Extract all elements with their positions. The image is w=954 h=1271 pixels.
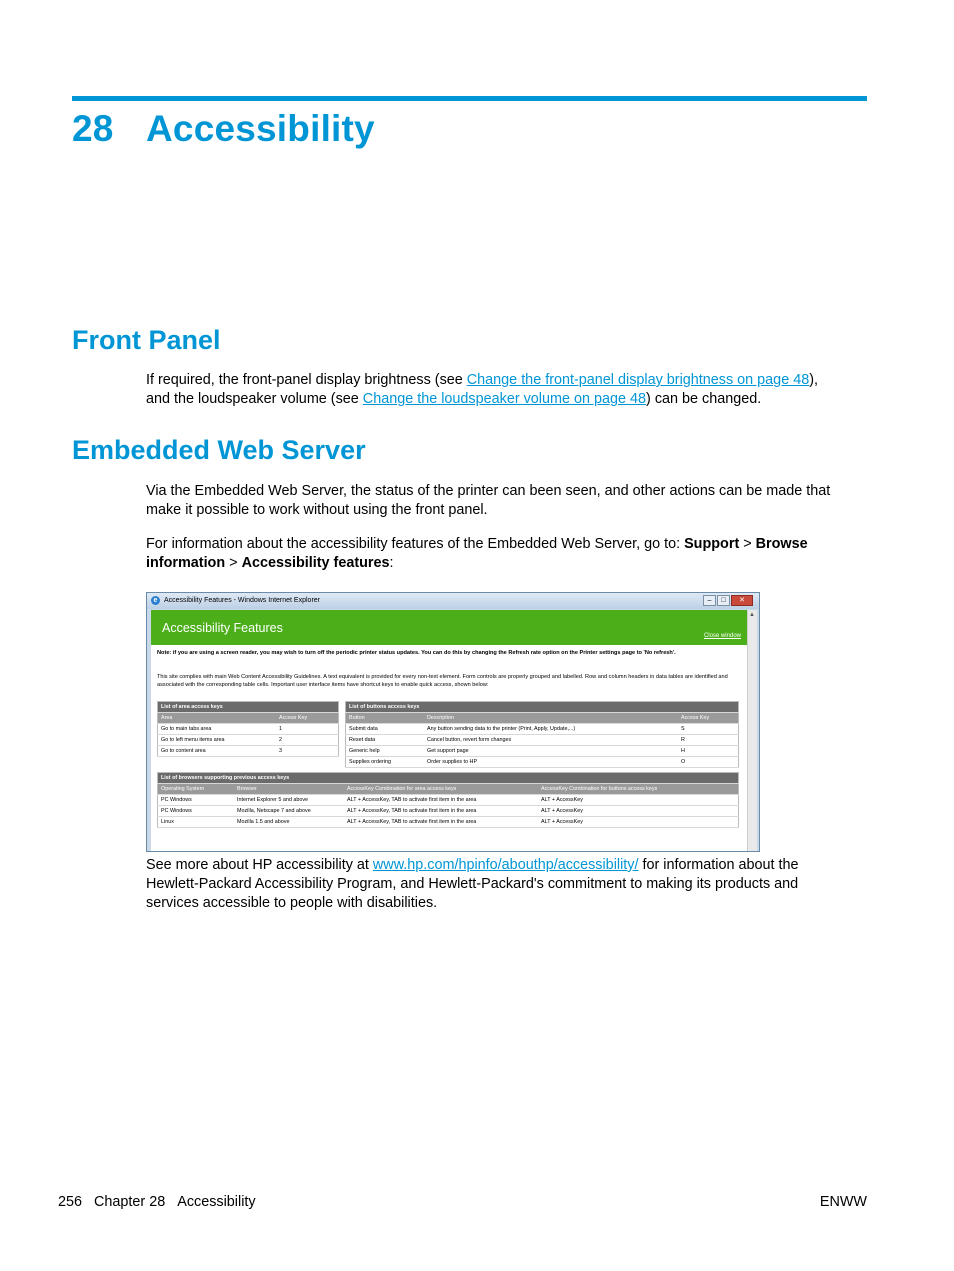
ews-paragraph-1 — [146, 482, 858, 520]
ss-page-heading: Accessibility Features — [162, 621, 283, 635]
ss-buttons-keys-table — [345, 701, 739, 768]
ss-window-title: Accessibility Features - Windows Internet Explorer — [164, 597, 320, 604]
text-run: services accessible to people with disabilities. — [146, 895, 438, 911]
ews-heading: Embedded Web Server — [72, 435, 366, 465]
ss-page-header — [151, 610, 747, 645]
table-row — [158, 806, 739, 817]
ss-browsers-table — [157, 772, 739, 828]
table-row — [346, 735, 739, 746]
maximize-icon: □ — [717, 595, 730, 606]
text-run: ), — [809, 372, 818, 388]
ews-paragraph-2 — [146, 535, 858, 573]
column-header: AccessKey Combination for buttons access keys — [538, 784, 739, 795]
table-cell: Submit data — [346, 724, 425, 735]
hp-accessibility-link[interactable]: www.hp.com/hpinfo/abouthp/accessibility/ — [372, 857, 639, 873]
table-row — [346, 757, 739, 768]
table-cell: Go to main tabs area — [158, 724, 277, 735]
table-cell: PC Windows — [158, 806, 235, 817]
table-caption: List of buttons access keys — [346, 702, 739, 713]
ss-window-controls — [702, 595, 753, 606]
table-cell: Cancel button, revert form changes — [424, 735, 678, 746]
table-cell: Go to left menu items area — [158, 735, 277, 746]
column-header: Area — [158, 713, 277, 724]
ss-compliance-text: This site complies with main Web Content Accessibility Guidelines. A text equivalent is provided for every non-text element. Form controls are properly grouped and labelled. Row and column headers in data tables are identified and associated with the corresponding table cells. Important user interface items have shortcut keys to enable quick access, shown below: — [157, 674, 728, 688]
text-run: : — [389, 555, 394, 571]
ss-page — [151, 610, 747, 851]
table-cell: Get support page — [424, 746, 678, 757]
table-cell: Order supplies to HP — [424, 757, 678, 768]
accessibility-features-screenshot — [146, 592, 760, 852]
text-run: For information about the accessibility features of the Embedded Web Server, go to: — [146, 536, 685, 552]
table-cell: ALT + AccessKey — [538, 806, 739, 817]
ss-close-window-link: Close window — [703, 633, 741, 639]
path-browse: Browse — [755, 536, 808, 552]
path-information: information — [146, 555, 226, 571]
table-cell: ALT + AccessKey, TAB to activate first item in the area — [344, 806, 538, 817]
column-header: Button — [346, 713, 425, 724]
front-panel-paragraph — [146, 371, 858, 409]
minimize-icon: – — [703, 595, 716, 606]
table-row — [158, 795, 739, 806]
text-run: See more about HP accessibility at — [146, 857, 373, 873]
table-row — [158, 746, 339, 757]
path-accessibility-features: Accessibility features — [241, 555, 390, 571]
column-header: Operating System — [158, 784, 235, 795]
table-cell: Supplies ordering — [346, 757, 425, 768]
ss-area-keys-table — [157, 701, 339, 757]
close-icon: ✕ — [731, 595, 753, 606]
column-header: Description — [424, 713, 678, 724]
table-row — [158, 724, 339, 735]
loudspeaker-link[interactable]: Change the loudspeaker volume on page 48 — [362, 391, 647, 407]
table-cell: ALT + AccessKey — [538, 817, 739, 828]
footer-left — [58, 1194, 256, 1210]
path-support: Support — [684, 536, 740, 552]
ie-icon: e — [151, 596, 160, 605]
table-row — [346, 746, 739, 757]
top-rule — [72, 96, 867, 101]
column-header: Access Key — [678, 713, 739, 724]
text-run: and the loudspeaker volume (see — [146, 391, 363, 407]
table-row — [346, 724, 739, 735]
table-cell: 1 — [276, 724, 339, 735]
column-header: AccessKey Combination for area access keys — [344, 784, 538, 795]
chapter-name: Accessibility — [146, 108, 375, 149]
table-cell: Linux — [158, 817, 235, 828]
text-run: Via the Embedded Web Server, the status of the printer can been seen, and other actions can be made that — [146, 483, 831, 499]
chapter-title — [72, 108, 375, 150]
table-cell: H — [678, 746, 739, 757]
text-run: for information about the — [638, 857, 799, 873]
path-separator: > — [739, 536, 756, 552]
page-number: 256 — [58, 1194, 83, 1210]
table-cell: ALT + AccessKey — [538, 795, 739, 806]
footer-right: ENWW — [819, 1194, 867, 1210]
table-cell: Mozilla 1.5 and above — [234, 817, 344, 828]
table-cell: S — [678, 724, 739, 735]
text-run: make it possible to work without using the front panel. — [146, 502, 488, 518]
table-cell: Internet Explorer 5 and above — [234, 795, 344, 806]
table-cell: ALT + AccessKey, TAB to activate first item in the area — [344, 795, 538, 806]
table-cell: R — [678, 735, 739, 746]
table-cell: Reset data — [346, 735, 425, 746]
more-info-paragraph — [146, 856, 858, 913]
front-panel-heading: Front Panel — [72, 325, 221, 355]
table-caption: List of browsers supporting previous access keys — [158, 773, 739, 784]
table-cell: Any button sending data to the printer (Print, Apply, Update,...) — [424, 724, 678, 735]
text-run: Hewlett-Packard Accessibility Program, and Hewlett-Packard's commitment to making its products and — [146, 876, 799, 892]
footer-title: Accessibility — [177, 1194, 256, 1210]
table-cell: Generic help — [346, 746, 425, 757]
table-cell: O — [678, 757, 739, 768]
table-caption: List of area access keys — [158, 702, 339, 713]
scroll-up-icon: ▲ — [749, 612, 755, 618]
brightness-link[interactable]: Change the front-panel display brightness on page 48 — [466, 372, 810, 388]
column-header: Access Key — [276, 713, 339, 724]
table-row — [158, 735, 339, 746]
table-cell: Go to content area — [158, 746, 277, 757]
table-cell: PC Windows — [158, 795, 235, 806]
column-header: Browser — [234, 784, 344, 795]
footer-chapter: Chapter 28 — [94, 1194, 166, 1210]
text-run: ) can be changed. — [646, 391, 762, 407]
chapter-number: 28 — [72, 108, 114, 149]
table-cell: ALT + AccessKey, TAB to activate first item in the area — [344, 817, 538, 828]
table-row — [158, 817, 739, 828]
table-cell: Mozilla, Netscape 7 and above — [234, 806, 344, 817]
ss-window-titlebar — [147, 593, 759, 609]
ss-scrollbar — [747, 610, 757, 851]
ss-note: Note: if you are using a screen reader, you may wish to turn off the periodic printer status updates. You can do this by changing the Refresh rate option on the Printer settings page to 'No refresh'. — [157, 650, 676, 656]
table-cell: 2 — [276, 735, 339, 746]
table-cell: 3 — [276, 746, 339, 757]
text-run: If required, the front-panel display brightness (see — [146, 372, 467, 388]
path-separator: > — [225, 555, 242, 571]
